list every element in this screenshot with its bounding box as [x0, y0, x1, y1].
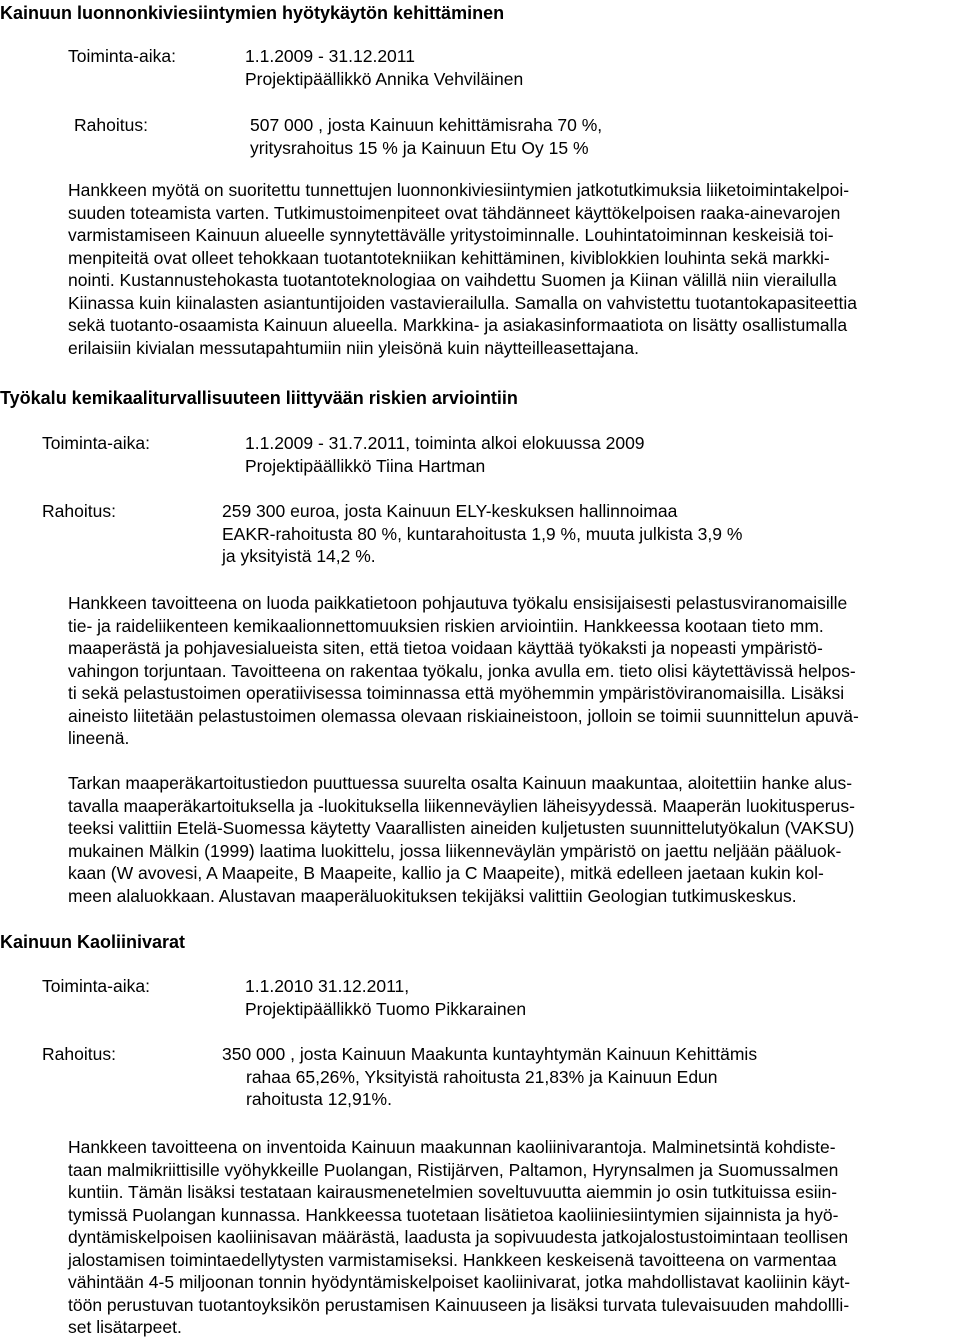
- text-line: teeksi valittiin Etelä-Suomessa käytetty Vaarallisten aineiden kuljetusten suunnittelutyökalun (VAKSU): [68, 818, 855, 838]
- text-line: tie- ja raideliikenteen kemikaalionnettomuuksien riskien arviointiin. Hankkeessa kootaan tieto mm.: [68, 615, 824, 636]
- text-line: vähintään 4-5 miljoonan tonnin hyödyntämiskelpoiset kaoliinivarat, jotka mahdollistavat kaoliinin käyt-: [68, 1272, 851, 1292]
- text-line: menpiteitä ovat olleet tehokkaan tuotantotekniikan kehittäminen, kiviblokkien louhinta sekä markki-: [68, 247, 830, 268]
- text-line: tavalla maaperäkartoituksella ja -luokituksella liikenneväylien läheisyydessä. Maaperän luokitusperus-: [68, 795, 855, 816]
- text-line: suuden toteamista varten. Tutkimustoimenpiteet ovat tähdänneet käyttökelpoisen raaka-ainevarojen: [68, 202, 841, 223]
- text-line: Tarkan maaperäkartoitustiedon puuttuessa suurelta osalta Kainuun maakuntaa, aloitettiin hanke alus-: [68, 773, 853, 793]
- text-line: lineenä.: [68, 728, 130, 748]
- funding-line: rahoitusta 12,91%.: [246, 1089, 392, 1109]
- section-1-title: Kainuun luonnonkiviesiintymien hyötykäytön kehittäminen: [0, 3, 505, 23]
- text-line: Kiinassa kuin kiinalasten asiantuntijoiden vastavierailulla. Samalla on vahvistettu tuotantokapasiteettia: [68, 292, 857, 313]
- section-2-paragraph-2: [68, 772, 855, 907]
- text-line: maaperästä ja pohjavesialueista siten, että tietoa voidaan käyttää työkaksti ja nopeasti ympäristö-: [68, 638, 823, 658]
- text-line: kuntiin. Tämän lisäksi testataan kairausmenetelmien soveltuvuutta aiemmin jo osin tutkituissa esiin-: [68, 1182, 838, 1202]
- funding-line: EAKR-rahoitusta 80 %, kuntarahoitusta 1,9 %, muuta julkista 3,9 %: [222, 523, 743, 544]
- text-line: mukainen Mälkin (1999) laatima luokittelu, jossa liikenneväylän ympäristö on jaettu neljään pääluok-: [68, 840, 842, 861]
- text-line: ti sekä pelastustoimen operatiivisessa toiminnassa että myöhemmin ympäristöviranomaisilla. Lisäksi: [68, 683, 845, 703]
- section-3-title: Kainuun Kaoliinivarat: [0, 932, 186, 952]
- text-line: vahingon torjuntaan. Tavoitteena on rakentaa työkalu, jonka avulla em. tieto olisi käytettävissä helpos-: [68, 660, 856, 681]
- section-3-funding-value: [222, 1043, 757, 1111]
- section-2-title: Työkalu kemikaaliturvallisuuteen liittyvään riskien arviointiin: [0, 388, 518, 408]
- text-line: set lisätarpeet.: [68, 1317, 182, 1337]
- time-line: 1.1.2009 - 31.7.2011, toiminta alkoi elokuussa 2009: [245, 433, 645, 453]
- section-1-funding-value: [250, 114, 602, 159]
- text-line: kaan (W avovesi, A Maapeite, B Maapeite, kallio ja C Maapeite), mitkä edelleen jaetaan kukin kol-: [68, 863, 824, 883]
- section-2-time-value: [245, 432, 645, 477]
- text-line: Hankkeen tavoitteena on inventoida Kainuun maakunnan kaoliinivarantoja. Malminetsintä kohdiste-: [68, 1137, 836, 1157]
- text-line: sekä tuotanto-osaamista Kainuun alueella. Markkina- ja asiakasinformaatiota on lisätty osallistumalla: [68, 315, 848, 335]
- text-line: varmistamiseen Kainuun alueelle synnytettävälle yritystoiminnalle. Louhintatoiminnan keskeisiä toi-: [68, 225, 834, 245]
- section-1-funding-label: Rahoitus:: [74, 115, 148, 135]
- section-1-time-value: [245, 45, 523, 90]
- time-line: Projektipäällikkö Tiina Hartman: [245, 455, 486, 476]
- text-line: meen alaluokkaan. Alustavan maaperäluokituksen tekijäksi valittiin Geologian tutkimuskeskus.: [68, 885, 797, 906]
- funding-line: rahaa 65,26%, Yksityistä rahoitusta 21,83% ja Kainuun Edun: [246, 1066, 718, 1087]
- text-line: Hankkeen myötä on suoritettu tunnettujen luonnonkiviesiintymien jatkotutkimuksia liiketoimintakelpoi-: [68, 180, 850, 200]
- section-2-funding-value: [222, 500, 742, 568]
- section-1-paragraph-1: [68, 179, 857, 359]
- funding-line: 350 000 , josta Kainuun Maakunta kuntayhtymän Kainuun Kehittämis: [222, 1044, 758, 1064]
- section-2-paragraph-1: [68, 592, 859, 750]
- funding-line: yritysrahoitus 15 % ja Kainuun Etu Oy 15 %: [250, 137, 589, 158]
- funding-line: 507 000 , josta Kainuun kehittämisraha 70 %,: [250, 115, 603, 135]
- text-line: tymissä Puolangan kunnassa. Hankkeessa tuotetaan lisätietoa kaoliiniesiintymien sijainnista ja hyö-: [68, 1204, 839, 1225]
- text-line: töön perustuvan tuotantoyksikön perustamisen Kainuuseen ja lisäksi turvata tulevaisuuden mahdollli-: [68, 1294, 850, 1315]
- time-line: Projektipäällikkö Annika Vehviläinen: [245, 68, 524, 89]
- section-3-funding-label: Rahoitus:: [42, 1044, 116, 1064]
- text-line: nointi. Kustannustehokasta tuotantoteknologiaa on vaihdettu Suomen ja Kiinan välillä niin vierailulla: [68, 270, 837, 290]
- text-line: erilaisiin kivialan messutapahtumiin niin yleisönä kuin näytteilleasettajana.: [68, 337, 640, 358]
- section-1-time-label: Toiminta-aika:: [68, 46, 176, 66]
- section-3-time-value: [245, 975, 526, 1020]
- time-line: 1.1.2010 31.12.2011,: [245, 976, 410, 996]
- text-line: Hankkeen tavoitteena on luoda paikkatietoon pohjautuva työkalu ensisijaisesti pelastusviranomaisille: [68, 593, 848, 613]
- text-line: taan malmikriittisille vyöhykkeille Puolangan, Ristijärven, Paltamon, Hyrynsalmen ja Suomussalmen: [68, 1159, 839, 1180]
- section-3-paragraph-1: [68, 1136, 850, 1339]
- section-2-funding-label: Rahoitus:: [42, 501, 116, 521]
- time-line: Projektipäällikkö Tuomo Pikkarainen: [245, 998, 527, 1019]
- text-line: aineisto liitetään pelastustoimen olemassa olevaan riskiaineistoon, jolloin se toimii suunnittelun apuvä-: [68, 705, 859, 726]
- text-line: jalostamisen toimintaedellytysten varmistamiseksi. Hankkeen keskeisenä tavoitteena on varmentaa: [68, 1249, 837, 1270]
- section-3-time-label: Toiminta-aika:: [42, 976, 150, 996]
- section-2-time-label: Toiminta-aika:: [42, 433, 150, 453]
- text-line: dyntämiskelpoisen kaoliinisavan määrästä, laadusta ja sopivuudesta jatkojalostustoimintaan teollisen: [68, 1227, 849, 1247]
- funding-line: 259 300 euroa, josta Kainuun ELY-keskuksen hallinnoimaa: [222, 501, 678, 521]
- funding-line: ja yksityistä 14,2 %.: [222, 546, 376, 566]
- time-line: 1.1.2009 - 31.12.2011: [245, 46, 415, 66]
